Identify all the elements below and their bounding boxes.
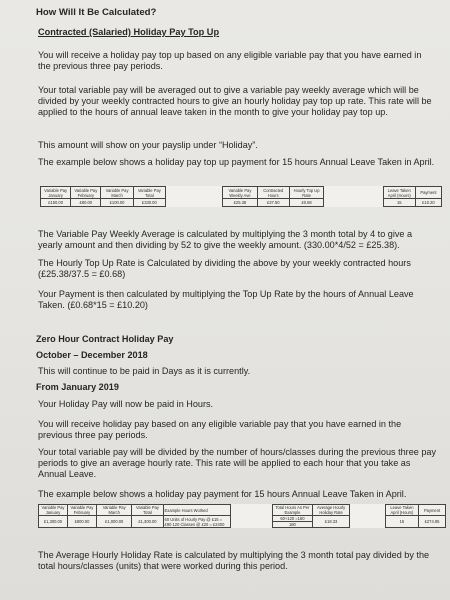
table-value-cell: £150.00 bbox=[41, 199, 71, 207]
salaried-paragraph-2: Your total variable pay will be averaged out to give a variable pay weekly average which will be divided by your weekly contracted hours to give an hourly holiday pay top up rate. This rate will be applied to the hours of annual leave taken in the month to give your holiday pay top up. bbox=[38, 85, 432, 118]
zero-hour-paragraph-6: The Average Hourly Holiday Rate is calculated by multiplying the 3 month total pay divided by the total hours/classes (units) that were worked during this period. bbox=[38, 550, 430, 572]
zero-hour-subheading-2: From January 2019 bbox=[36, 382, 119, 392]
table-header-cell: Hourly Top Up Rate bbox=[289, 187, 323, 199]
salaried-heading: Contracted (Salaried) Holiday Pay Top Up bbox=[38, 27, 220, 37]
table-header-cell: Variable Pay Weekly Ave bbox=[223, 187, 257, 199]
zero-hour-example-table bbox=[38, 504, 446, 528]
table-header-cell: Variable Pay March bbox=[96, 505, 131, 516]
salaried-paragraph-3: This amount will show on your payslip under “Holiday”. bbox=[38, 140, 258, 150]
table-header-cell: Variable Pay February bbox=[67, 505, 96, 516]
table-value-cell: £1,300.00 bbox=[132, 516, 163, 528]
salaried-paragraph-4: The example below shows a holiday pay top up payment for 15 hours Annual Leave Taken in April. bbox=[38, 157, 435, 167]
table-value-cell: £80.00 bbox=[71, 199, 101, 207]
table-header-cell: Total Hours As Per Example bbox=[273, 505, 313, 516]
zero-hour-paragraph-5: The example below shows a holiday pay payment for 15 hours Annual Leave Taken in April. bbox=[38, 489, 407, 499]
table-header-cell: Variable Pay Total bbox=[132, 505, 163, 516]
table-value-cell: £25.38 bbox=[223, 199, 257, 207]
table-spacer bbox=[231, 505, 273, 516]
table-spacer bbox=[350, 505, 385, 516]
table-value-cell: £10.20 bbox=[415, 199, 441, 207]
salaried-example-table bbox=[40, 186, 442, 207]
table-value-cell: £1,000.00 bbox=[96, 516, 131, 528]
table-value-cell: £100.00 bbox=[101, 199, 133, 207]
table-spacer bbox=[231, 516, 273, 528]
page-title: How Will It Be Calculated? bbox=[36, 7, 157, 18]
table-header-cell: Example Hours Worked bbox=[163, 505, 231, 516]
zero-hour-heading: Zero Hour Contract Holiday Pay bbox=[36, 334, 174, 344]
table-value-cell: 180 bbox=[273, 522, 313, 528]
table-header-cell: Payment bbox=[419, 505, 446, 516]
zero-hour-paragraph-2: Your Holiday Pay will now be paid in Hours. bbox=[38, 399, 214, 409]
table-header-cell: Variable Pay February bbox=[71, 187, 101, 199]
table-spacer bbox=[350, 516, 385, 528]
table-header-cell: Leave Taken April (Hours) bbox=[383, 187, 415, 199]
table-value-cell: £1,300.00 bbox=[39, 516, 68, 528]
table-value-cell: 15 bbox=[385, 516, 418, 528]
table-value-cell: £37.50 bbox=[257, 199, 289, 207]
table-header-cell: Variable Pay Total bbox=[133, 187, 165, 199]
table-spacer bbox=[324, 199, 383, 207]
table-header-cell: Variable Pay January bbox=[41, 187, 71, 199]
table-header-cell: Leave Taken April (Hours) bbox=[385, 505, 418, 516]
zero-hour-paragraph-1: This will continue to be paid in Days as it is currently. bbox=[38, 366, 251, 376]
table-header-cell: Contracted Hours bbox=[257, 187, 289, 199]
table-header-cell: Variable Pay January bbox=[39, 505, 68, 516]
salaried-paragraph-6: The Hourly Top Up Rate is Calculated by dividing the above by your weekly contracted hours (£25.38/37.5 = £0.68) bbox=[38, 258, 411, 280]
salaried-paragraph-1: You will receive a holiday pay top up based on any eligible variable pay that you have earned in the previous three pay periods. bbox=[38, 50, 422, 72]
table-value-cell: £330.00 bbox=[133, 199, 165, 207]
table-value-cell: £0.68 bbox=[289, 199, 323, 207]
table-value-cell: £800.00 bbox=[67, 516, 96, 528]
table-header-cell: Variable Pay March bbox=[101, 187, 133, 199]
table-value-cell: £274.95 bbox=[419, 516, 446, 528]
zero-hour-paragraph-4: Your total variable pay will be divided by the number of hours/classes during the previous three pay periods to give an average hourly rate. This rate will be applied to each hour that you take as Annual Leave. bbox=[38, 447, 436, 480]
table-spacer bbox=[165, 187, 222, 199]
table-spacer bbox=[165, 199, 222, 207]
table-header-cell: Payment bbox=[415, 187, 441, 199]
salaried-paragraph-5: The Variable Pay Weekly Average is calculated by multiplying the 3 month total by 4 to give a yearly amount and then dividing by 52 to give the weekly amount. (330.00*4/52 = £25.38). bbox=[38, 229, 413, 251]
table-header-cell: Average Hourly Holiday Rate bbox=[312, 505, 350, 516]
salaried-paragraph-7: Your Payment is then calculated by multiplying the Top Up Rate by the hours of Annual Leave Taken. (£0.68*15 = £10.20) bbox=[38, 289, 414, 311]
table-value-cell: 60+120 =180 bbox=[273, 516, 313, 522]
table-value-cell: 15 bbox=[383, 199, 415, 207]
table-value-cell: £18.33 bbox=[312, 516, 350, 528]
zero-hour-subheading-1: October – December 2018 bbox=[36, 350, 148, 360]
table-spacer bbox=[324, 187, 383, 199]
table-value-cell: 60 Units of Hourly Pay @ £15 = £90 120 Classes @ £20 = £2400 bbox=[163, 516, 231, 528]
zero-hour-paragraph-3: You will receive holiday pay based on any eligible variable pay that you have earned in the previous three pay periods. bbox=[38, 419, 402, 441]
